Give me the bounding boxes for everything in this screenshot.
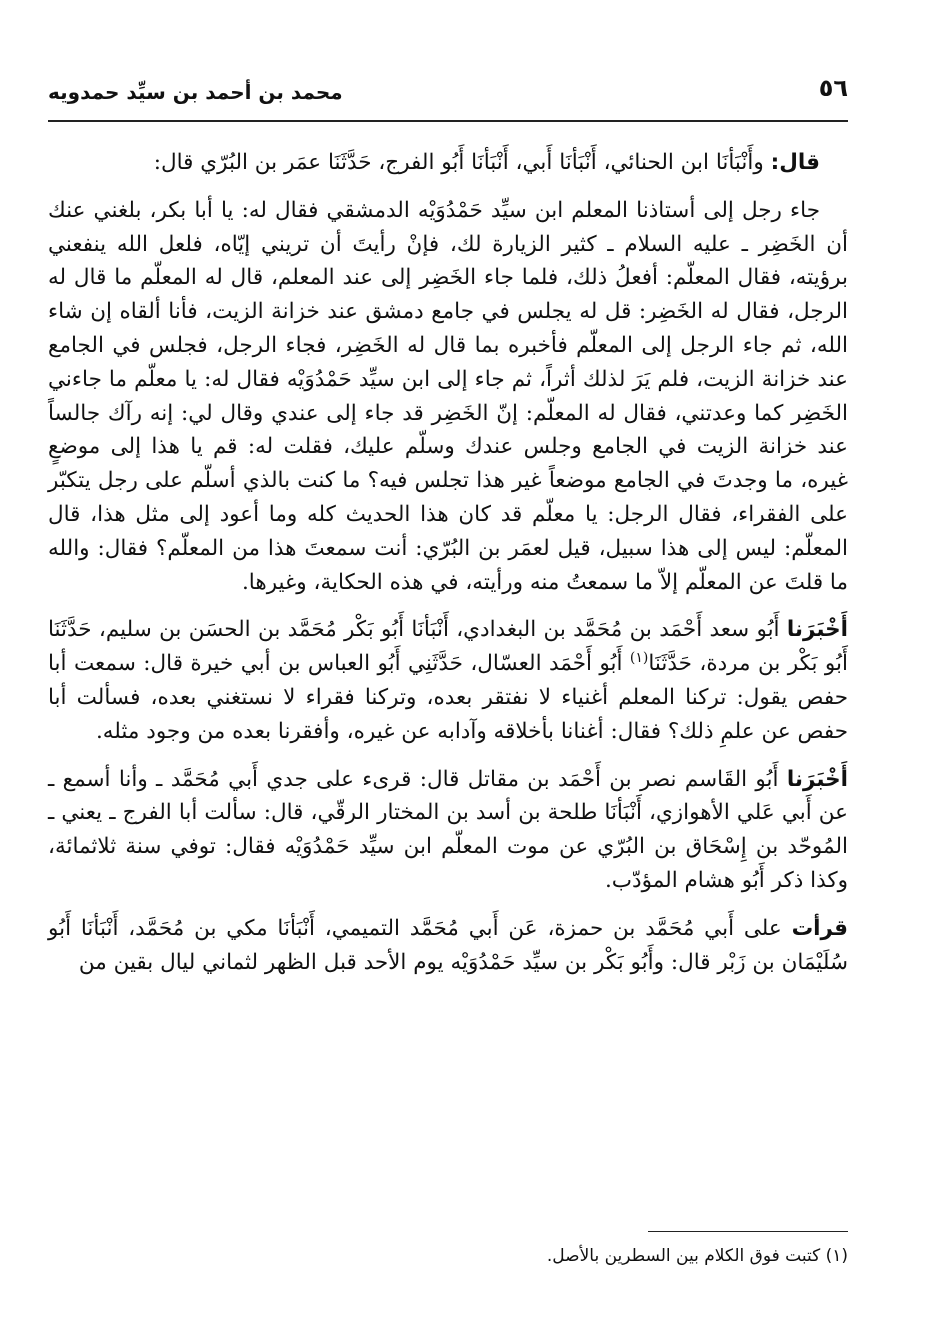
- header-rule: [48, 120, 848, 122]
- paragraph-text: على أَبي مُحَمَّد بن حمزة، عَن أَبي مُحَمَّد التميمي، أَنْبَأنَا مكي بن مُحَمَّد، أَنْبَأنَا أَبُو سُلَيْمَان بن زَبْر قال: وأَبُو بَكْر بن سيِّد حَمْدُوَيْه يوم الأحد قبل الظهر لثماني ليال بقين من: [48, 915, 848, 975]
- paragraph-3: [48, 613, 848, 748]
- footnote-text: كتبت فوق الكلام بين السطرين بالأصل.: [546, 1246, 821, 1266]
- paragraph-lead: أَخْبَرَنا: [786, 766, 848, 792]
- paragraph-text: وأَنْبَأنَا ابن الحنائي، أَنْبَأنَا أَبي، أَنْبَأنَا أَبُو الفرج، حَدَّثَنَا عمَر بن البُرّي قال:: [153, 150, 771, 175]
- footnote: [547, 1246, 848, 1266]
- paragraph-lead: قال:: [770, 150, 820, 175]
- paragraph-2: [48, 194, 848, 600]
- footnote-marker: (١): [825, 1246, 848, 1266]
- footnote-reference[interactable]: (١): [629, 650, 649, 666]
- paragraph-text: أَبُو أَحْمَد العسّال، حَدَّثَنِي أَبُو العباس بن أبي خيرة قال: سمعت أبا حفص يقول: تركنا المعلم أغنياء لا نفتقر بعده، وتركنا فقراء لا نستغني بعده، فسألت أبا حفص عن علمِ ذلك؟ فقال: أغنانا بأخلاقه وآدابه عن غيره، وأفقرنا بعده من وجود مثله.: [48, 651, 848, 744]
- paragraph-1: [48, 146, 848, 180]
- paragraph-text: جاء رجل إلى أستاذنا المعلم ابن سيِّد حَمْدُوَيْه الدمشقي فقال له: يا أبا بكر، بلغني عنك أن الخَضِر ـ عليه السلام ـ كثير الزيارة لك، فإنْ رأيتَ أن تريني إيّاه، فلعل الله ينفعني برؤيته، فقال المعلّم: أفعلُ ذلك، فلما جاء الخَضِر إلى عند المعلم، قال له المعلّم ما قال له الرجل، فقال له الخَضِر: قل له يجلس في جامع دمشق عند خزانة الزيت، فأنا ألقاه إن شاء الله، ثم جاء الرجل إلى المعلّم فأخبره بما قال له الخَضِر، فجاء الرجل، فجلس في الجامع عند خزانة الزيت، فلم يَرَ لذلك أثراً، ثم جاء إلى ابن سيِّد حَمْدُوَيْه فقال له: يا معلّم ما جاءني الخَضِر كما وعدتني، فقال له المعلّم: إنّ الخَضِر قد جاء إلى عندي وقال لي: إنه رآك جالساً عند خزانة الزيت في الجامع وجلس عندك وسلّم عليك، فقلت له: قم يا هذا إلى موضعٍ غيره، ما وجدتَ في الجامع موضعاً غير هذا تجلس فيه؟ ما كنت بالذي أسلّم على رجل يتكبّر على الفقراء، فقال الرجل: يا معلّم قد كان هذا الحديث كله وما أعود إلى مثل هذا، قال المعلّم: ليس إلى هذا سبيل، قيل لعمَر بن البُرّي: أنت سمعتَ هذا من المعلّم؟ فقال: والله ما قلتَ عن المعلّم إلاّ ما سمعتُ منه ورأيته، في هذه الحكاية، وغيرها.: [48, 197, 848, 595]
- paragraph-text: أَبُو سعد أَحْمَد بن مُحَمَّد بن البغدادي، أَنْبَأنَا أَبُو بَكْر مُحَمَّد بن الحسَن بن سليم، حَدَّثَنَا أَبُو بَكْر بن مردة، حَدَّثَنَا: [48, 617, 848, 677]
- footnote-rule: [648, 1231, 848, 1232]
- paragraph-4: [48, 763, 848, 898]
- paragraph-lead: أَخْبَرَنا: [786, 617, 848, 643]
- book-page: [48, 68, 848, 1266]
- paragraph-5: [48, 912, 848, 980]
- paragraph-lead: قرأت: [791, 915, 848, 941]
- running-title: محمد بن أحمد بن سيِّد حمدويه: [48, 80, 343, 104]
- page-number: ٥٦: [818, 74, 848, 102]
- main-text: [48, 146, 848, 979]
- paragraph-text: أَبُو القَاسم نصر بن أَحْمَد بن مقاتل قال: قرىء على جدي أَبي مُحَمَّد ـ وأنا أسمع ـ عن أَبي عَلي الأهوازي، أَنْبَأنَا طلحة بن أسد بن المختار الرقّي، قال: سألت أبا الفرج ـ يعني ـ المُوحّد بن إِسْحَاق بن البُرّي عن موت المعلّم ابن سيِّد حَمْدُوَيْه فقال: توفي سنة ثلاثمائة، وكذا ذكر أَبُو هشام المؤدّب.: [48, 766, 848, 893]
- page-header: [48, 68, 848, 112]
